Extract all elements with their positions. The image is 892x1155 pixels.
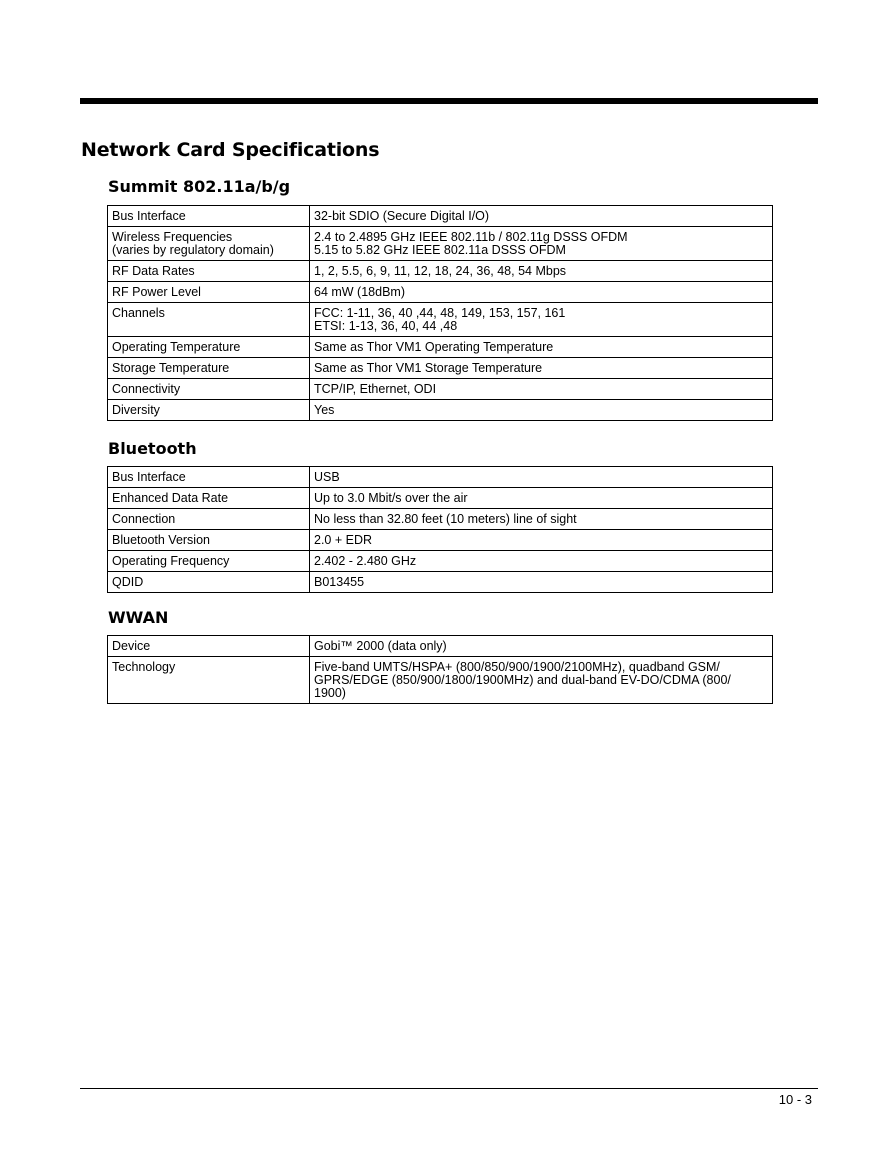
page-title: Network Card Specifications (81, 139, 380, 161)
table-row (108, 227, 773, 261)
spec-label-cell (108, 657, 310, 704)
spec-value-text: 64 mW (18dBm) (314, 285, 405, 299)
spec-value-cell (310, 379, 773, 400)
spec-value-text: 5.15 to 5.82 GHz IEEE 802.11a DSSS OFDM (314, 243, 566, 257)
table-row (108, 551, 773, 572)
spec-value-text: Same as Thor VM1 Operating Temperature (314, 340, 554, 354)
spec-value-cell (310, 400, 773, 421)
spec-label-text: Bus Interface (112, 209, 186, 223)
spec-label-cell (108, 303, 310, 337)
table-row (108, 488, 773, 509)
spec-label-cell (108, 282, 310, 303)
spec-label-cell (108, 227, 310, 261)
spec-value-text: Five-band UMTS/HSPA+ (800/850/900/1900/2100MHz), quadband GSM/ (314, 660, 720, 674)
spec-value-cell (310, 657, 773, 704)
table-row (108, 400, 773, 421)
spec-value-cell (310, 488, 773, 509)
spec-value-cell (310, 358, 773, 379)
spec-value-text: GPRS/EDGE (850/900/1800/1900MHz) and dual-band EV-DO/CDMA (800/ (314, 673, 731, 687)
spec-value-text: 2.4 to 2.4895 GHz IEEE 802.11b / 802.11g DSSS OFDM (314, 230, 628, 244)
table-row (108, 467, 773, 488)
spec-label-text: Operating Temperature (112, 340, 241, 354)
spec-value-text: FCC: 1-11, 36, 40 ,44, 48, 149, 153, 157, 161 (314, 306, 566, 320)
spec-label-cell (108, 261, 310, 282)
spec-value-text: ETSI: 1-13, 36, 40, 44 ,48 (314, 319, 458, 333)
footer-rule (80, 1088, 818, 1089)
spec-label-cell (108, 509, 310, 530)
spec-value-cell (310, 261, 773, 282)
spec-value-text: 1900) (314, 686, 346, 700)
spec-value-cell (310, 530, 773, 551)
spec-label-cell (108, 551, 310, 572)
spec-label-cell (108, 467, 310, 488)
spec-value-text: Same as Thor VM1 Storage Temperature (314, 361, 543, 375)
spec-value-text: 32-bit SDIO (Secure Digital I/O) (314, 209, 490, 223)
spec-label-text: Connectivity (112, 382, 181, 396)
header-rule (80, 98, 818, 104)
spec-value-text: TCP/IP, Ethernet, ODI (314, 382, 437, 396)
table-row (108, 261, 773, 282)
spec-value-text: No less than 32.80 feet (10 meters) line of sight (314, 512, 577, 526)
spec-value-cell (310, 551, 773, 572)
spec-label-text: Connection (112, 512, 176, 526)
table-row (108, 282, 773, 303)
spec-label-text: Bus Interface (112, 470, 186, 484)
spec-value-text: B013455 (314, 575, 365, 589)
spec-label-text: RF Data Rates (112, 264, 195, 278)
spec-value-cell (310, 227, 773, 261)
spec-label-text: (varies by regulatory domain) (112, 243, 274, 257)
spec-label-text: Wireless Frequencies (112, 230, 233, 244)
table-row (108, 303, 773, 337)
spec-label-cell (108, 636, 310, 657)
table-row (108, 657, 773, 704)
spec-value-cell (310, 467, 773, 488)
spec-label-cell (108, 379, 310, 400)
table-row (108, 337, 773, 358)
spec-value-cell (310, 206, 773, 227)
spec-value-cell (310, 337, 773, 358)
table-row (108, 379, 773, 400)
spec-label-text: Diversity (112, 403, 160, 417)
section-heading-bluetooth: Bluetooth (108, 439, 197, 458)
spec-label-cell (108, 206, 310, 227)
table-row (108, 358, 773, 379)
spec-value-cell (310, 572, 773, 593)
spec-value-text: USB (314, 470, 340, 484)
spec-value-text: Gobi™ 2000 (data only) (314, 639, 447, 653)
spec-label-text: Operating Frequency (112, 554, 230, 568)
spec-label-text: QDID (112, 575, 144, 589)
spec-label-cell (108, 530, 310, 551)
spec-label-text: Bluetooth Version (112, 533, 210, 547)
spec-label-text: Technology (112, 660, 176, 674)
spec-label-text: Channels (112, 306, 165, 320)
spec-label-cell (108, 337, 310, 358)
spec-value-cell (310, 509, 773, 530)
spec-value-cell (310, 303, 773, 337)
summit-spec-table (107, 205, 773, 421)
spec-label-text: Enhanced Data Rate (112, 491, 229, 505)
spec-label-text: Storage Temperature (112, 361, 230, 375)
spec-value-cell (310, 282, 773, 303)
table-row (108, 206, 773, 227)
spec-label-cell (108, 400, 310, 421)
spec-label-cell (108, 358, 310, 379)
spec-value-text: Yes (314, 403, 335, 417)
table-row (108, 636, 773, 657)
table-row (108, 509, 773, 530)
spec-label-cell (108, 488, 310, 509)
wwan-spec-table (107, 635, 773, 704)
bluetooth-spec-table (107, 466, 773, 593)
spec-value-text: 2.0 + EDR (314, 533, 373, 547)
section-heading-summit: Summit 802.11a/b/g (108, 177, 291, 196)
spec-value-cell (310, 636, 773, 657)
spec-value-text: Up to 3.0 Mbit/s over the air (314, 491, 468, 505)
spec-label-cell (108, 572, 310, 593)
spec-value-text: 1, 2, 5.5, 6, 9, 11, 12, 18, 24, 36, 48, 54 Mbps (314, 264, 567, 278)
section-heading-wwan: WWAN (108, 608, 169, 627)
spec-value-text: 2.402 - 2.480 GHz (314, 554, 417, 568)
table-row (108, 572, 773, 593)
page-number: 10 - 3 (778, 1092, 812, 1107)
table-row (108, 530, 773, 551)
spec-label-text: Device (112, 639, 151, 653)
spec-label-text: RF Power Level (112, 285, 201, 299)
